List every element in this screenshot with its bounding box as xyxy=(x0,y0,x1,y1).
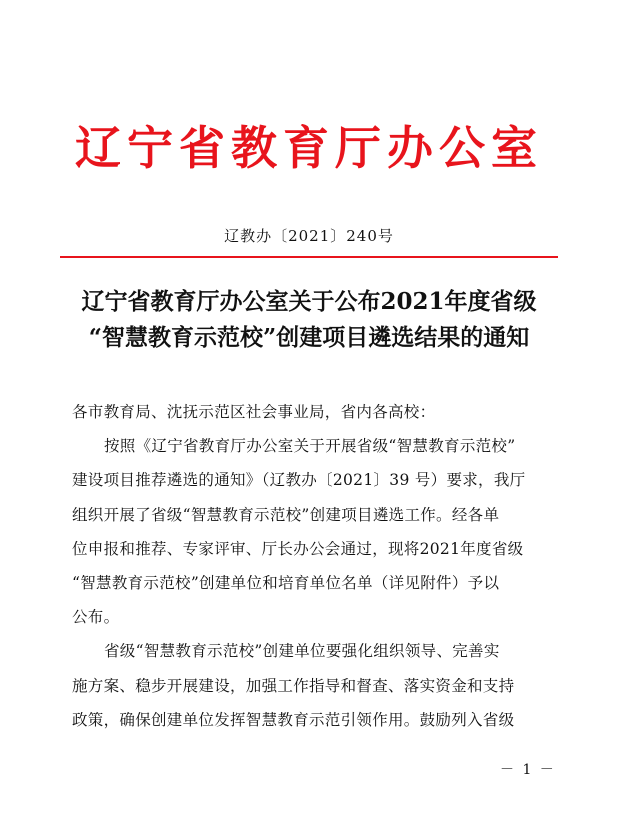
document-number: 辽教办〔2021〕240号 xyxy=(224,227,394,245)
paragraph-line: 公布。 xyxy=(72,608,120,627)
paragraph-line: 政策，确保创建单位发挥智慧教育示范引领作用。鼓励列入省级 xyxy=(72,710,515,729)
paragraph-line: 施方案、稳步开展建设，加强工作指导和督查、落实资金和支持 xyxy=(72,676,515,695)
paragraph-line: 建设项目推荐遴选的通知》（辽教办〔2021〕39 号）要求，我厅 xyxy=(72,471,526,490)
paragraph-line: “智慧教育示范校”创建单位和培育单位名单（详见附件）予以 xyxy=(72,573,500,592)
paragraph-line: 按照《辽宁省教育厅办公室关于开展省级“智慧教育示范校” xyxy=(104,437,516,456)
page-number: － 1 － xyxy=(500,762,556,778)
title-line-1: 辽宁省教育厅办公室关于公布2021年度省级 xyxy=(81,288,537,315)
title-line-2: “智慧教育示范校”创建项目遴选结果的通知 xyxy=(88,324,530,351)
issuer-header: 辽宁省教育厅办公室 xyxy=(75,121,543,175)
paragraph-line: 位申报和推荐、专家评审、厅长办公会通过，现将2021年度省级 xyxy=(72,539,524,558)
paragraph-line: 省级“智慧教育示范校”创建单位要强化组织领导、完善实 xyxy=(104,642,500,661)
paragraph-line: 组织开展了省级“智慧教育示范校”创建项目遴选工作。经各单 xyxy=(72,505,500,524)
document-title xyxy=(30,284,588,356)
document-body xyxy=(72,395,572,737)
red-divider-rule xyxy=(60,256,558,258)
salutation: 各市教育局、沈抚示范区社会事业局，省内各高校： xyxy=(72,403,436,421)
